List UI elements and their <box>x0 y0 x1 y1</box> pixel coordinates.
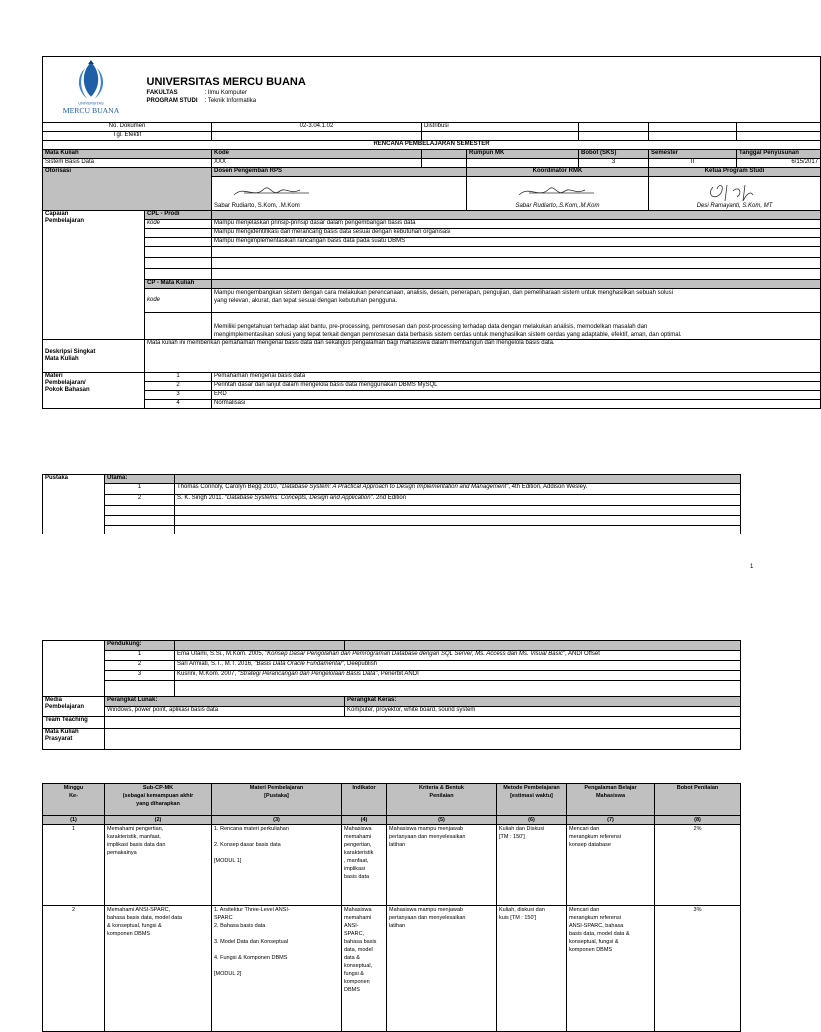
cell-line: kuis [TM : 150'] <box>499 915 537 921</box>
col-num: (1) <box>43 816 105 825</box>
col-num: (4) <box>342 816 387 825</box>
deskripsi-label-1: Deskripsi Singkat <box>45 349 96 355</box>
col-num: (2) <box>105 816 212 825</box>
cell-line: data & <box>344 955 360 961</box>
cpmk-1b: yang relevan, akurat, dan tepat sesuai dengan kebutuhan pengguna. <box>214 298 398 304</box>
cell-line: memahami <box>344 915 372 921</box>
lunak-value: Windows, power point, aplikasi basis data <box>105 707 345 717</box>
utama-ref-1: Thomas Connoly, Carolyn Begg 2010, "Database System: A Practical Approach to Design Implementation and Management", 4th Edition, Addison Wesley. <box>175 484 741 495</box>
koordinator-label: Koordinator RMK <box>467 168 649 177</box>
utama-head: Utama: <box>105 475 175 484</box>
h-pengalaman-1: Pengalaman Belajar <box>584 785 637 791</box>
cell-line: pemakainya <box>107 850 137 856</box>
h-indikator: Indikator <box>352 785 376 791</box>
signature-dosen <box>214 181 334 203</box>
no-dokumen-value: 02-3.04.1.02 <box>212 123 422 132</box>
week-metode <box>497 906 567 1032</box>
col-num: (8) <box>655 816 741 825</box>
page-number: 1 <box>750 564 754 570</box>
prodi-value: : Teknik Informatika <box>204 97 257 104</box>
h-kriteria-2: Penilaian <box>429 793 454 799</box>
cell-line: Kuliah, diskusi dan <box>499 907 545 913</box>
distribusi-label: Distribusi <box>422 123 579 132</box>
cpmk-2a: Memiliki pengetahuan terhadap alat bantu, pre-processing, pemrosesan dan post-processing terhadap data dengan melakukan analisis, memodelkan masalah dan <box>214 324 648 330</box>
capaian-label-1: Capaian <box>45 211 69 217</box>
rumpun-header: Rumpun MK <box>467 150 579 159</box>
weekly-plan-table <box>42 783 741 1032</box>
fakultas-value: : Ilmu Komputer <box>204 89 247 96</box>
cell-line <box>214 930 339 938</box>
prasyarat-label-1: Mata Kuliah <box>45 729 79 735</box>
week-number: 1 <box>43 825 105 906</box>
week-pengalaman <box>567 825 655 906</box>
logo-small-text: UNIVERSITAS <box>78 101 104 106</box>
materi-label-3: Pokok Bahasan <box>45 387 90 393</box>
week-metode <box>497 825 567 906</box>
materi-no: 2 <box>145 382 212 391</box>
cell-line: ANSI- <box>344 923 359 929</box>
utama-no: 2 <box>105 495 175 506</box>
h-materi-2: [Pustaka] <box>264 793 289 799</box>
cell-line: data, model <box>344 947 373 953</box>
signature-ketua <box>651 181 811 203</box>
materi-no: 1 <box>145 373 212 382</box>
deskripsi-label-2: Mata Kuliah <box>45 356 79 362</box>
cell-line: memahami <box>344 834 372 840</box>
no-dokumen-label: No. Dokumen <box>43 123 212 132</box>
tgl-efektif-label: Tgl. Efektif <box>43 132 212 141</box>
rps-main-table <box>42 56 821 409</box>
h-pengalaman-2: Mahasiswa <box>595 793 626 799</box>
materi-item: Normalisasi <box>212 400 821 409</box>
cpmk-2b: mengimplementasikan solusi yang tepat terkait dengan pemrosesan data berbasis sistem cerdas untuk menghasilkan sistem cerdas yang adaptable, efektif, aman, dan optimal. <box>214 332 682 338</box>
mk-header: Mata Kuliah <box>43 150 212 159</box>
cell-line: SPARC <box>214 915 233 921</box>
col-num: (5) <box>387 816 497 825</box>
semester-header: Semester <box>649 150 737 159</box>
cell-line: 1. Arsitektur Three-Level ANSI- <box>214 907 290 913</box>
h-metode-1: Metode Pembelajaran <box>503 785 560 791</box>
cell-line: 1. Rencana materi perkuliahan <box>214 826 289 832</box>
cell-line: Kuliah dan Diskusi <box>499 826 545 832</box>
mk-value: Sistem Basis Data <box>43 159 212 168</box>
pendukung-ref-2: Sari Armiati, S.T., M.T. 2016, "Basis Data Oracle Fundamental", Deepublish <box>175 661 741 671</box>
otorisasi-label: Otorisasi <box>43 168 212 211</box>
pendukung-head: Pendukung: <box>105 641 175 651</box>
cpl-head: CPL - Prodi <box>145 211 212 220</box>
cell-line: Mahasiswa mampu menjawab <box>389 907 463 913</box>
pendukung-ref-1: Ema Utami, S.Si., M.Kom. 2005, "Konsep Dasar Pengolahan dan Pemrograman Database dengan SQL Server, Ms. Access dan Ms. Visual Basic", ANDI Offset <box>175 651 741 661</box>
cell-line: konseptual, <box>344 963 373 969</box>
cell-line: basis data, model data & <box>569 931 630 937</box>
cpl-item-2: Mampu mengidentifikasi dan merancang basis data sesuai dengan kebutuhan organisasi <box>212 229 821 238</box>
cell-line: basis data <box>344 874 370 880</box>
cell-line: karakteristik, manfaat, <box>107 834 161 840</box>
cell-line: komponen DBMS <box>569 947 613 953</box>
cpl-item-1: Mampu menjelaskan prinsip-prinsip dasar dalam pengembangan basis data <box>212 220 821 229</box>
h-materi-1: Materi Pembelajaran <box>249 785 304 791</box>
cell-line: ANSI-SPARC, bahasa <box>569 923 624 929</box>
cell-line: DBMS <box>344 987 360 993</box>
week-materi <box>212 825 342 906</box>
team-teaching-label: Team Teaching <box>43 717 105 729</box>
kode-header: Kode <box>212 150 422 159</box>
h-sub-1: Sub-CP-MK <box>142 785 174 791</box>
cell-line <box>214 849 339 857</box>
cell-line: Mahasiswa <box>344 826 372 832</box>
cell-line: [MODUL 2] <box>214 971 242 977</box>
pendukung-no: 2 <box>105 661 175 671</box>
cell-line: , manfaat, <box>344 858 369 864</box>
materi-label-2: Pembelajaran/ <box>45 380 86 386</box>
cell-line: [MODUL 1] <box>214 858 242 864</box>
cell-line: karakteristik <box>344 850 374 856</box>
materi-item: Pemahaman mengenai basis data <box>212 373 821 382</box>
utama-ref-2: S. K. Singh 2011. "Database Systems: Concepts, Design and Application". 2nd Edition <box>175 495 741 506</box>
deskripsi-text: Mata kuliah ini memberikan pemahaman mengenai basis data dan sekaligus pengalaman bagi mahasiswa dalam membangun dan mengelola basis data. <box>145 340 821 373</box>
cpmk-kode: kode <box>145 289 212 313</box>
week-row-2 <box>43 906 741 1032</box>
week-bobot: 2% <box>655 825 741 906</box>
fakultas-label: FAKULTAS <box>146 89 178 96</box>
cpl-item-3: Mampu mengimplementasikan rancangan basis data pada suatu DBMS <box>212 238 821 247</box>
cell-line: SPARC, <box>344 931 365 937</box>
cell-line: implikasi basis data dan <box>107 842 166 848</box>
prodi-label: PROGRAM STUDI <box>146 97 198 104</box>
h-minggu-2: Ke- <box>69 793 78 799</box>
ketua-prodi-label: Ketua Program Studi <box>649 168 821 177</box>
h-sub-3: yang diharapkan <box>136 801 180 807</box>
signature-koordinator <box>469 181 619 203</box>
university-logo <box>43 57 139 119</box>
week-bobot: 3% <box>655 906 741 1032</box>
h-kriteria-1: Kriteria & Bentuk <box>419 785 464 791</box>
pendukung-no: 3 <box>105 671 175 681</box>
week-sub <box>105 825 212 906</box>
cell-line: Memahami ANSI-SPARC, <box>107 907 171 913</box>
cell-line: Mencari dan <box>569 907 600 913</box>
lunak-head: Perangkat Lunak: <box>105 697 345 707</box>
cell-line: komponen <box>344 979 370 985</box>
cell-line: pertanyaan dan menyelesaikan <box>389 915 466 921</box>
week-indikator <box>342 906 387 1032</box>
semester-value: II <box>649 159 737 168</box>
col-num: (6) <box>497 816 567 825</box>
keras-value: Komputer, proyektor, white board, sound system <box>345 707 741 717</box>
h-minggu-1: Minggu <box>63 785 84 791</box>
cell-line: merangkum referensi <box>569 915 621 921</box>
col-num: (3) <box>212 816 342 825</box>
cell-line <box>214 833 339 841</box>
h-bobot: Bobot Penilaian <box>676 785 719 791</box>
cell-line: Mahasiswa mampu menjawab <box>389 826 463 832</box>
cell-line: 4. Fungsi & Komponen DBMS <box>214 955 288 961</box>
cell-line: bahasa basis <box>344 939 377 945</box>
cell-line: [TM : 150'] <box>499 834 525 840</box>
cell-line: Memahami pengertian, <box>107 826 164 832</box>
h-metode-2: [estimasi waktu] <box>510 793 553 799</box>
pendukung-no: 1 <box>105 651 175 661</box>
pustaka-label: Pustaka <box>43 475 105 534</box>
media-label-1: Media <box>45 697 63 703</box>
cell-line <box>214 946 339 954</box>
cell-line: implikasi <box>344 866 366 872</box>
pendukung-ref-3: Kusrini, M.Kom. 2007, "Strategi Perancangan dan Pengelolaan Basis Data", Penerbit ANDI <box>175 671 741 681</box>
cell-line: pengertian, <box>344 842 372 848</box>
materi-no: 4 <box>145 400 212 409</box>
pendukung-media-table <box>42 640 741 750</box>
rumpun-value <box>467 159 579 168</box>
rps-title: RENCANA PEMBELAJARAN SEMESTER <box>43 141 821 150</box>
tanggal-header: Tanggal Penyusunan <box>737 150 821 159</box>
logo-big-text: MERCU BUANA <box>62 105 120 115</box>
week-row-1 <box>43 825 741 906</box>
materi-item: Perintah dasar dan lanjut dalam mengelola basis data menggunakan DBMS MySQL <box>212 382 821 391</box>
media-label-2: Pembelajaran <box>45 704 85 710</box>
week-indikator <box>342 825 387 906</box>
cell-line: 3. Model Data dan Konseptual <box>214 939 288 945</box>
h-sub-2: (sebagai kemampuan akhir <box>122 793 194 799</box>
week-pengalaman <box>567 906 655 1032</box>
utama-no: 1 <box>105 484 175 495</box>
week-kriteria <box>387 906 497 1032</box>
cell-line: & konseptual, fungsi & <box>107 923 162 929</box>
week-materi <box>212 906 342 1032</box>
cell-line: merangkum referensi <box>569 834 621 840</box>
cell-line: latihan <box>389 923 406 929</box>
bobot-value: 3 <box>579 159 649 168</box>
col-num: (7) <box>567 816 655 825</box>
materi-label-1: Materi <box>45 373 63 379</box>
cell-line: 2. Konsep dasar basis data <box>214 842 281 848</box>
materi-no: 3 <box>145 391 212 400</box>
kode-value: XXX <box>212 159 422 168</box>
cell-line: latihan <box>389 842 406 848</box>
keras-head: Perangkat Keras: <box>345 697 741 707</box>
cell-line: konseptual, fungsi & <box>569 939 619 945</box>
week-number: 2 <box>43 906 105 1032</box>
cell-line: fungsi & <box>344 971 364 977</box>
cell-line <box>214 962 339 970</box>
cpmk-1a: Mampu mengembangkan sistem dengan cara melakukan perencanaan, analisis, desain, penerapan, pengujian, dan pemeliharaan sistem untuk menghasilkan sebuah solusi <box>214 290 673 296</box>
week-sub <box>105 906 212 1032</box>
university-title: UNIVERSITAS MERCU BUANA <box>146 75 306 88</box>
cpmk-head: CP - Mata Kuliah <box>145 280 212 289</box>
dosen-rps-label: Dosen Pengemban RPS <box>212 168 467 177</box>
cpl-kode: kode <box>145 220 212 229</box>
cell-line: bahasa basis data, model data <box>107 915 182 921</box>
capaian-label-2: Pembelajaran <box>45 218 85 224</box>
bobot-header: Bobot (SKS) <box>579 150 649 159</box>
cell-line: komponen DBMS <box>107 931 151 937</box>
cell-line: 2. Bahasa basis data <box>214 923 266 929</box>
dosen-name: Sabar Rudiarto, S.Kom, .M.Kom <box>214 203 300 209</box>
cell-line: pertanyaan dan menyelesaikan <box>389 834 466 840</box>
tanggal-value: 6/15/2017 <box>737 159 821 168</box>
materi-item: ERD <box>212 391 821 400</box>
week-kriteria <box>387 825 497 906</box>
pustaka-utama-table <box>42 474 741 534</box>
cell-line: Mahasiswa <box>344 907 372 913</box>
prasyarat-label-2: Prasyarat <box>45 736 73 742</box>
ketua-name: Desi Ramayanti, S.Kom, MT <box>696 203 773 209</box>
koordinator-name: Sabar Rudiarto,.S.Kom,.M.Kom <box>515 203 600 209</box>
cell-line: konsep database <box>569 842 611 848</box>
cell-line: Mencari dan <box>569 826 600 832</box>
